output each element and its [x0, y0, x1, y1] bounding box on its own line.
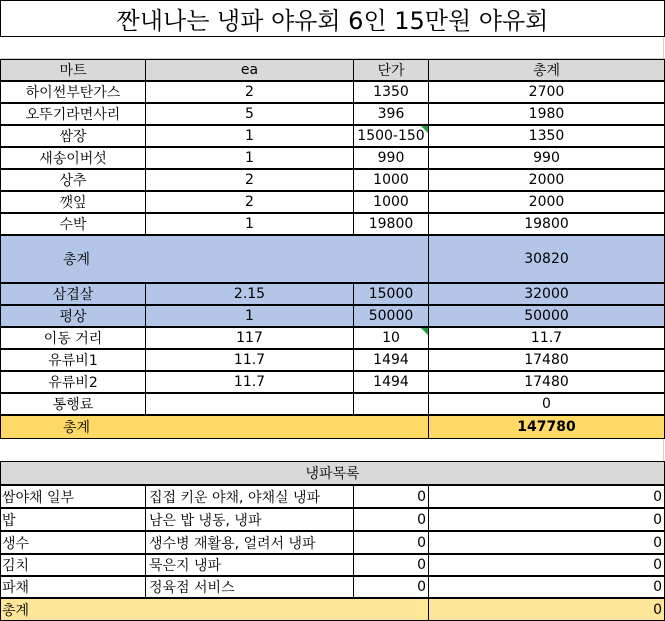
travel-ea[interactable]: 117 — [145, 327, 354, 349]
fridge-desc[interactable]: 묵은지 냉파 — [145, 554, 354, 576]
subtotal-row — [0, 235, 665, 283]
item-total[interactable]: 2000 — [428, 191, 665, 213]
fridge-item[interactable]: 파채 — [0, 576, 146, 598]
fridge-desc[interactable]: 생수병 재활용, 얼려서 냉파 — [145, 531, 354, 554]
meat-total[interactable]: 32000 — [428, 283, 665, 305]
rent-ea[interactable]: 1 — [145, 305, 354, 327]
travel-name[interactable]: 유류비1 — [0, 349, 146, 371]
item-name[interactable]: 깻잎 — [0, 191, 146, 213]
travel-total[interactable]: 17480 — [428, 349, 665, 371]
list-item — [0, 576, 665, 598]
fridge-desc[interactable]: 집접 키운 야채, 야채실 냉파 — [145, 485, 354, 508]
meat-price[interactable]: 15000 — [353, 283, 429, 305]
list-item — [0, 554, 665, 576]
table-row — [0, 283, 665, 305]
fridge-item[interactable]: 쌈야채 일부 — [0, 485, 146, 508]
item-total[interactable]: 2700 — [428, 81, 665, 103]
header-total[interactable]: 총계 — [428, 59, 665, 81]
table-row — [0, 103, 665, 125]
travel-ea[interactable] — [145, 393, 354, 415]
item-ea[interactable]: 1 — [145, 147, 354, 169]
rent-price[interactable]: 50000 — [353, 305, 429, 327]
travel-name[interactable]: 유류비2 — [0, 371, 146, 393]
fridge-value-1[interactable]: 0 — [353, 576, 429, 598]
travel-name[interactable]: 통행료 — [0, 393, 146, 415]
item-ea[interactable]: 2 — [145, 191, 354, 213]
item-price[interactable]: 1000 — [353, 169, 429, 191]
table-row — [0, 371, 665, 393]
rent-name[interactable]: 평상 — [0, 305, 146, 327]
table-row — [0, 305, 665, 327]
subtotal-value[interactable]: 30820 — [428, 235, 665, 283]
title-row — [0, 0, 665, 37]
table-row — [0, 213, 665, 235]
fridge-value-2[interactable]: 0 — [428, 485, 665, 508]
grid-line — [663, 37, 664, 59]
fridge-item[interactable]: 김치 — [0, 554, 146, 576]
item-total[interactable]: 19800 — [428, 213, 665, 235]
fridge-header-row — [0, 461, 665, 485]
fridge-desc[interactable]: 남은 밥 냉동, 냉파 — [145, 508, 354, 531]
item-total[interactable]: 1980 — [428, 103, 665, 125]
grand-total-value[interactable]: 147780 — [428, 415, 665, 439]
meat-name[interactable]: 삼겹살 — [0, 283, 146, 305]
table-row — [0, 191, 665, 213]
table-row — [0, 349, 665, 371]
fridge-header[interactable]: 냉파목록 — [0, 461, 665, 485]
item-ea[interactable]: 1 — [145, 213, 354, 235]
meat-ea[interactable]: 2.15 — [145, 283, 354, 305]
fridge-value-2[interactable]: 0 — [428, 531, 665, 554]
table-row — [0, 327, 665, 349]
fridge-item[interactable]: 생수 — [0, 531, 146, 554]
item-name[interactable]: 오뚜기라면사리 — [0, 103, 146, 125]
travel-price[interactable]: 1494 — [353, 349, 429, 371]
travel-ea[interactable]: 11.7 — [145, 371, 354, 393]
item-ea[interactable]: 2 — [145, 169, 354, 191]
list-item — [0, 531, 665, 554]
travel-ea[interactable]: 11.7 — [145, 349, 354, 371]
item-ea[interactable]: 1 — [145, 125, 354, 147]
item-price[interactable]: 19800 — [353, 213, 429, 235]
item-price[interactable] — [353, 125, 429, 147]
fridge-desc[interactable]: 정육점 서비스 — [145, 576, 354, 598]
fridge-total-row — [0, 598, 665, 621]
item-price[interactable]: 1000 — [353, 191, 429, 213]
travel-price[interactable] — [353, 327, 429, 349]
grand-total-row — [0, 415, 665, 439]
fridge-value-2[interactable]: 0 — [428, 554, 665, 576]
item-price[interactable]: 1350 — [353, 81, 429, 103]
item-name[interactable]: 상추 — [0, 169, 146, 191]
item-name[interactable]: 하이썬부탄가스 — [0, 81, 146, 103]
rent-total[interactable]: 50000 — [428, 305, 665, 327]
table-row — [0, 169, 665, 191]
fridge-item[interactable]: 밥 — [0, 508, 146, 531]
item-price[interactable]: 990 — [353, 147, 429, 169]
grand-total-label[interactable]: 총계 — [0, 415, 429, 439]
item-total[interactable]: 1350 — [428, 125, 665, 147]
fridge-value-1[interactable]: 0 — [353, 508, 429, 531]
list-item — [0, 485, 665, 508]
table-header — [0, 59, 665, 81]
grid-line — [663, 439, 664, 461]
fridge-total-value[interactable]: 0 — [428, 598, 665, 621]
sheet-title[interactable]: 짠내나는 냉파 야유회 6인 15만원 야유회 — [0, 0, 665, 37]
travel-name[interactable]: 이동 거리 — [0, 327, 146, 349]
comment-marker-icon[interactable] — [421, 328, 428, 335]
item-price[interactable]: 396 — [353, 103, 429, 125]
header-mart[interactable]: 마트 — [0, 59, 146, 81]
fridge-total-label[interactable]: 총계 — [0, 598, 429, 621]
table-row — [0, 147, 665, 169]
travel-price[interactable]: 1494 — [353, 371, 429, 393]
comment-marker-icon[interactable] — [421, 126, 428, 133]
travel-price[interactable] — [353, 393, 429, 415]
item-name[interactable]: 새송이버섯 — [0, 147, 146, 169]
item-total[interactable]: 2000 — [428, 169, 665, 191]
item-ea[interactable]: 2 — [145, 81, 354, 103]
travel-total[interactable]: 11.7 — [428, 327, 665, 349]
fridge-value-1[interactable]: 0 — [353, 485, 429, 508]
item-name[interactable]: 수박 — [0, 213, 146, 235]
table-row — [0, 81, 665, 103]
travel-total[interactable]: 17480 — [428, 371, 665, 393]
item-name[interactable]: 쌈장 — [0, 125, 146, 147]
subtotal-label[interactable]: 총계 — [0, 235, 429, 283]
travel-price-text: 10 — [382, 330, 400, 346]
item-ea[interactable]: 5 — [145, 103, 354, 125]
travel-total[interactable]: 0 — [428, 393, 665, 415]
item-total[interactable]: 990 — [428, 147, 665, 169]
header-unit-price[interactable]: 단가 — [353, 59, 429, 81]
list-item — [0, 508, 665, 531]
item-price-text: 1500-150 — [357, 128, 425, 144]
fridge-value-2[interactable]: 0 — [428, 576, 665, 598]
fridge-value-1[interactable]: 0 — [353, 554, 429, 576]
table-row — [0, 393, 665, 415]
table-row — [0, 125, 665, 147]
fridge-value-2[interactable]: 0 — [428, 508, 665, 531]
header-ea[interactable]: ea — [145, 59, 354, 81]
fridge-value-1[interactable]: 0 — [353, 531, 429, 554]
